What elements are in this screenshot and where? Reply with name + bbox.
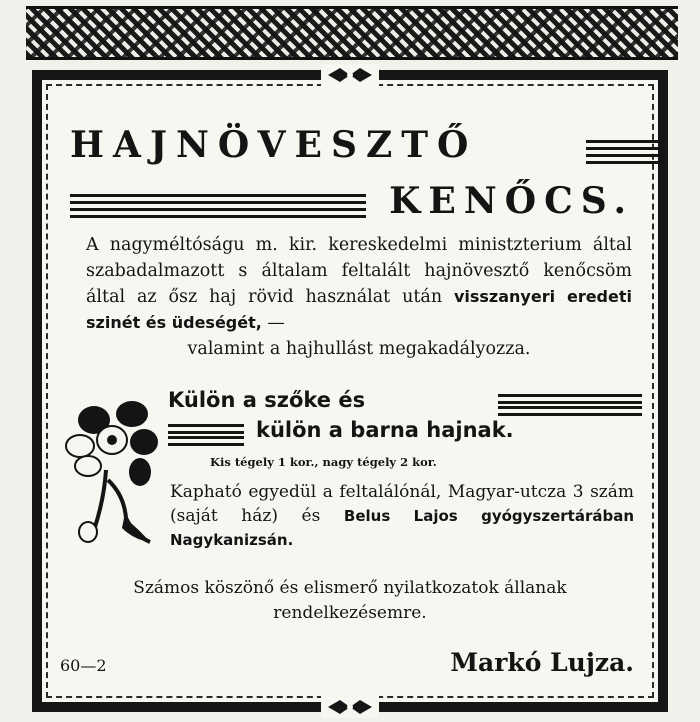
availability-text bbox=[170, 480, 634, 552]
testimonials-text: Számos köszönő és elismerő nyilatkozatok állanak rendelkezésemre. bbox=[133, 578, 567, 623]
title-rule bbox=[586, 154, 662, 164]
ad-code: 60—2 bbox=[60, 656, 107, 675]
description-paragraph bbox=[86, 232, 632, 362]
availability-bold: Belus Lajos gyógyszertárában Nagykanizsán. bbox=[170, 507, 635, 549]
title-line-1: HAJNÖVESZTŐ bbox=[70, 124, 478, 166]
heading-rule bbox=[168, 436, 244, 446]
description-bold: visszanyeri eredeti szinét és üdeségét, bbox=[86, 287, 632, 332]
heading-rule bbox=[498, 406, 642, 416]
description-end: valamint a hajhullást megakadályozza. bbox=[187, 339, 531, 359]
title-rule bbox=[70, 194, 366, 204]
title-rule bbox=[70, 208, 366, 218]
heading-brown: külön a barna hajnak. bbox=[256, 418, 514, 442]
heading-rule bbox=[498, 394, 642, 404]
decorative-top-border bbox=[26, 6, 678, 60]
signature: Markó Lujza. bbox=[450, 648, 634, 677]
price-line: Kis tégely 1 kor., nagy tégely 2 kor. bbox=[210, 455, 437, 469]
advertisement-frame bbox=[32, 70, 668, 712]
flower-icon bbox=[64, 400, 164, 554]
title-rule bbox=[586, 140, 662, 150]
description-dash: — bbox=[267, 313, 285, 333]
availability-intro: Kapható egyedül a feltalálónál, Magyar-utcza 3 szám (saját ház) és bbox=[170, 482, 634, 526]
title-line-2: KENŐCS. bbox=[389, 180, 634, 222]
ornament-bottom-icon bbox=[321, 696, 379, 718]
description-intro: A nagyméltóságu m. kir. kereskedelmi ministzterium által szabadalmazott s általam feltalált hajnövesztő kenőcsöm által az ősz haj rövid használat után bbox=[86, 235, 632, 307]
advertisement-content bbox=[60, 100, 640, 690]
heading-blond: Külön a szőke és bbox=[168, 388, 366, 412]
ornament-top-icon bbox=[321, 64, 379, 86]
heading-rule bbox=[168, 424, 244, 434]
